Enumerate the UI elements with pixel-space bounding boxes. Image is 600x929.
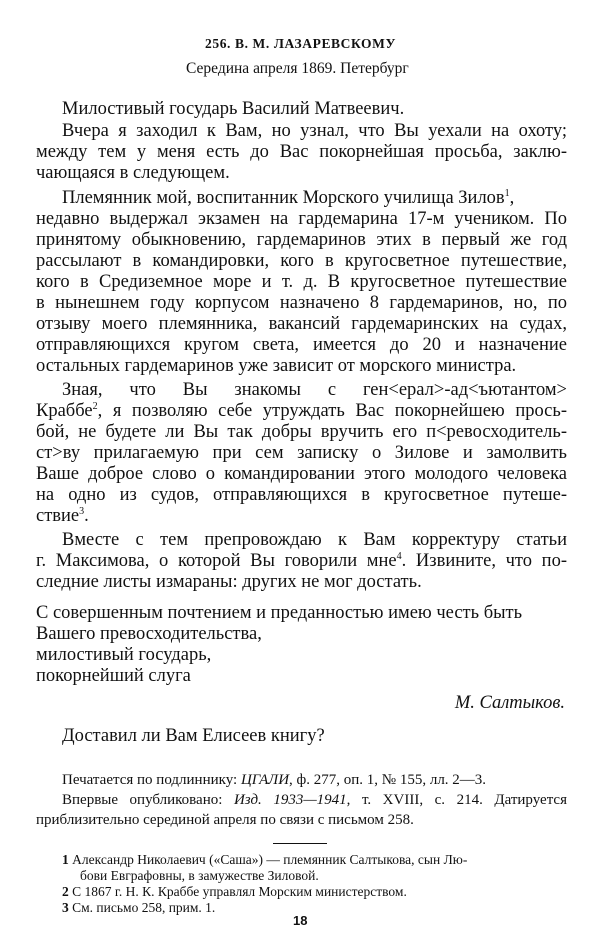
p2-line: остальных гардемаринов уже зависит от морского министра. bbox=[36, 356, 517, 376]
p2-line: в нынешнем году корпусом назначено 8 гардемаринов, но, по bbox=[36, 293, 567, 313]
footnote-3: 3 См. письмо 258, прим. 1. bbox=[62, 900, 216, 915]
p3-line: Зная, что Вы знакомы с ген<ерал>-ад<ъютантом> bbox=[62, 380, 567, 400]
p4-line: следние листы измараны: других не мог достать. bbox=[36, 572, 422, 592]
p3-line: на одно из судов, отправляющихся в кругосветное путеше- bbox=[36, 485, 567, 505]
footnote-2: 2 С 1867 г. Н. К. Краббе управлял Морским министерством. bbox=[62, 884, 407, 899]
salutation: Милостивый государь Василий Матвеевич. bbox=[62, 99, 405, 119]
p2-line: кого в Средиземное море и т. д. В кругосветное путешествие bbox=[36, 272, 567, 292]
closing-line: Вашего превосходительства, bbox=[36, 624, 262, 644]
p2-line: отправляющихся кругом света, имеется до 20 и назначение bbox=[36, 335, 567, 355]
p3-line: ствие$^3$. bbox=[36, 505, 89, 526]
p3-line: Ваше доброе слово о командировании этого молодого человека bbox=[36, 464, 567, 484]
first-publication-note: Впервые опубликовано: Изд. 1933—1941, т. XVIII, с. 214. Датируется bbox=[62, 792, 567, 808]
p2-line: отзыву моего племянника, вакансий гардемаринских на судах, bbox=[36, 314, 567, 334]
footnote-ref: 2 bbox=[92, 400, 98, 412]
p1-line: Вчера я заходил к Вам, но узнал, что Вы уехали на охоту; bbox=[62, 121, 567, 141]
p1-line: между тем у меня есть до Вас покорнейшая просьба, заклю- bbox=[36, 142, 567, 162]
postscript: Доставил ли Вам Елисеев книгу? bbox=[62, 726, 325, 746]
footnote-1-cont: бови Евграфовны, в замужестве Зиловой. bbox=[80, 868, 319, 883]
page-number: 18 bbox=[293, 913, 308, 928]
p3-line: бой, не будете ли Вы так добры вручить его п<ревосходитель- bbox=[36, 422, 567, 442]
p2-line: принятому обыкновению, гардемаринов этих в первый же год bbox=[36, 230, 567, 250]
p2-line: рассылают в командировки, кого в кругосветное путешествие, bbox=[36, 251, 567, 271]
letter-heading: 256. В. М. ЛАЗАРЕВСКОМУ bbox=[205, 36, 397, 51]
closing-line: покорнейший слуга bbox=[36, 666, 191, 686]
dating-note: приблизительно серединой апреля по связи с письмом 258. bbox=[36, 812, 414, 828]
p2-line: недавно выдержал экзамен на гардемарина 17-м учеником. По bbox=[36, 209, 567, 229]
p3-line: ст>ву прилагаемую при сем записку о Зилове и замолвить bbox=[36, 443, 567, 463]
footnote-ref: 1 bbox=[504, 187, 510, 199]
p1-line: чающаяся в следующем. bbox=[36, 163, 230, 183]
footnote-1: 1 Александр Николаевич («Саша») — племянник Салтыкова, сын Лю- bbox=[62, 852, 468, 867]
closing-line: милостивый государь, bbox=[36, 645, 212, 665]
p3-line: Краббе$^2$, я позволяю себе утруждать Вас покорнейшею прось- bbox=[36, 400, 567, 421]
p2-line: Племянник мой, воспитанник Морского училища Зилов$^1$, bbox=[62, 187, 515, 208]
source-note: Печатается по подлиннику: ЦГАЛИ, ф. 277, оп. 1, № 155, лл. 2—3. bbox=[62, 772, 487, 788]
p4-line: г. Максимова, о которой Вы говорили мне$^4$. Извините, что по- bbox=[36, 550, 567, 571]
footnote-ref: 3 bbox=[79, 505, 85, 517]
signature: М. Салтыков. bbox=[454, 693, 565, 713]
footnote-ref: 4 bbox=[396, 550, 402, 562]
closing-line: С совершенным почтением и преданностью имею честь быть bbox=[36, 603, 523, 623]
date-place: Середина апреля 1869. Петербург bbox=[186, 60, 409, 77]
p4-line: Вместе с тем препровождаю к Вам корректуру статьи bbox=[62, 530, 567, 550]
footnote-divider bbox=[273, 843, 327, 844]
